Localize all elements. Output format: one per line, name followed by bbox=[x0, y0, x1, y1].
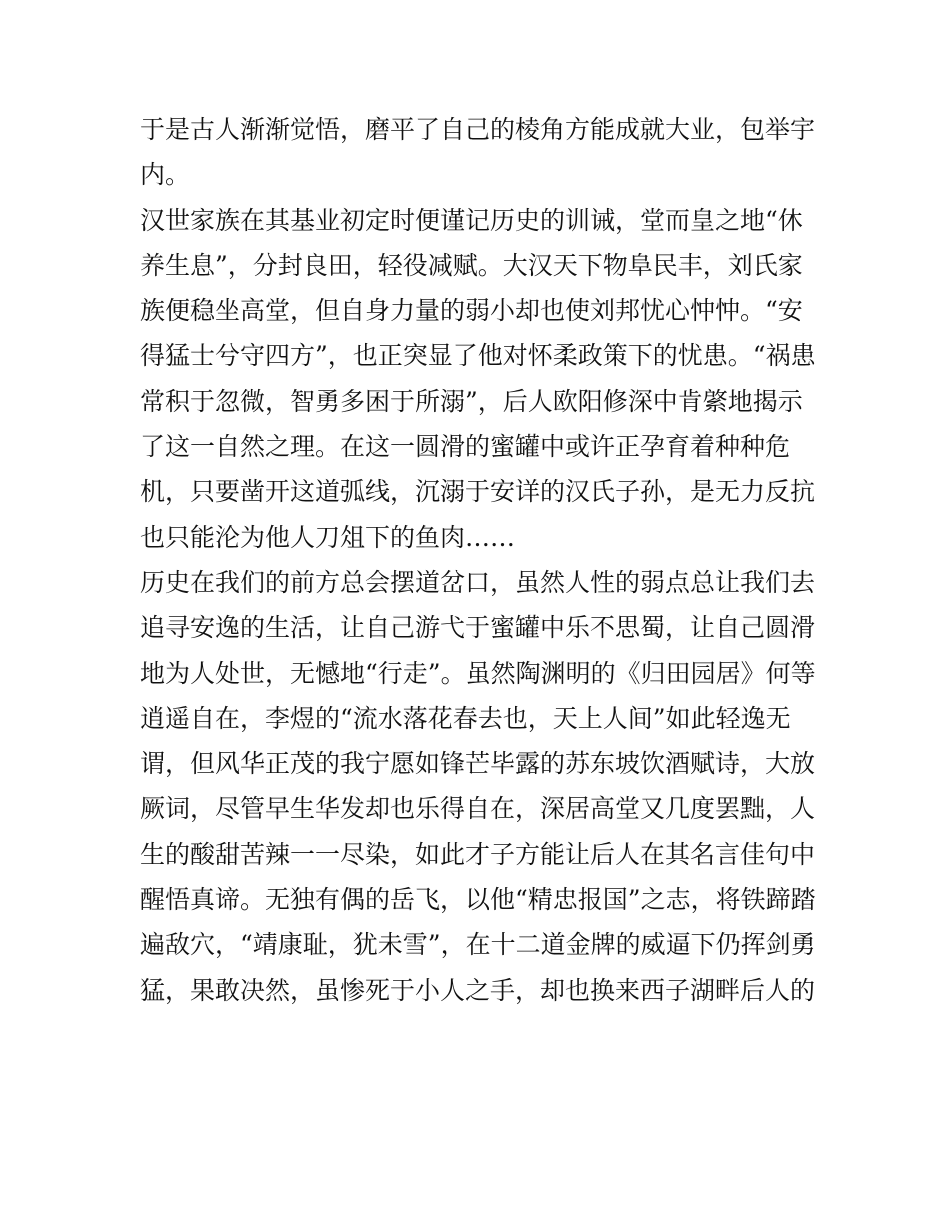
text-line: 机，只要凿开这道弧线，沉溺于安详的汉氏子孙，是无力反抗 bbox=[140, 477, 816, 507]
text-line: 也只能沦为他人刀俎下的鱼肉…… bbox=[140, 522, 516, 552]
text-line: 族便稳坐高堂，但自身力量的弱小却也使刘邦忧心忡忡。“安 bbox=[140, 296, 803, 326]
text-line: 于是古人渐渐觉悟，磨平了自己的棱角方能成就大业，包举宇 bbox=[140, 115, 816, 144]
text-line: 内。 bbox=[140, 160, 191, 190]
text-line: 汉世家族在其基业初定时便谨记历史的训诫，堂而皇之地“休 bbox=[140, 205, 803, 235]
text-line: 地为人处世，无憾地“行走”。虽然陶渊明的《归田园居》何等 bbox=[140, 658, 816, 688]
text-line: 遍敌穴，“靖康耻，犹未雪”，在十二道金牌的威逼下仍挥剑勇 bbox=[140, 930, 816, 960]
text-line: 厥词，尽管早生华发却也乐得自在，深居高堂又几度罢黜，人 bbox=[140, 794, 816, 824]
essay-text bbox=[140, 107, 830, 1013]
text-line: 生的酸甜苦辣一一尽染，如此才子方能让后人在其名言佳句中 bbox=[140, 839, 816, 869]
text-line: 了这一自然之理。在这一圆滑的蜜罐中或许正孕育着种种危 bbox=[140, 432, 791, 462]
text-line: 得猛士兮守四方”，也正突显了他对怀柔政策下的忧患。“祸患 bbox=[140, 341, 816, 371]
text-line: 谓，但风华正茂的我宁愿如锋芒毕露的苏东坡饮酒赋诗，大放 bbox=[140, 749, 816, 779]
text-line: 养生息”，分封良田，轻役减赋。大汉天下物阜民丰，刘氏家 bbox=[140, 250, 803, 280]
text-line: 常积于忽微，智勇多困于所溺”，后人欧阳修深中肯綮地揭示 bbox=[140, 386, 803, 416]
text-line: 逍遥自在，李煜的“流水落花春去也，天上人间”如此轻逸无 bbox=[140, 703, 791, 733]
text-line: 追寻安逸的生活，让自己游弋于蜜罐中乐不思蜀，让自己圆滑 bbox=[140, 613, 816, 643]
text-line: 醒悟真谛。无独有偶的岳飞，以他“精忠报国”之志，将铁蹄踏 bbox=[140, 885, 816, 915]
text-line: 猛，果敢决然，虽惨死于小人之手，却也换来西子湖畔后人的 bbox=[140, 975, 816, 1005]
text-line: 历史在我们的前方总会摆道岔口，虽然人性的弱点总让我们去 bbox=[140, 567, 816, 597]
